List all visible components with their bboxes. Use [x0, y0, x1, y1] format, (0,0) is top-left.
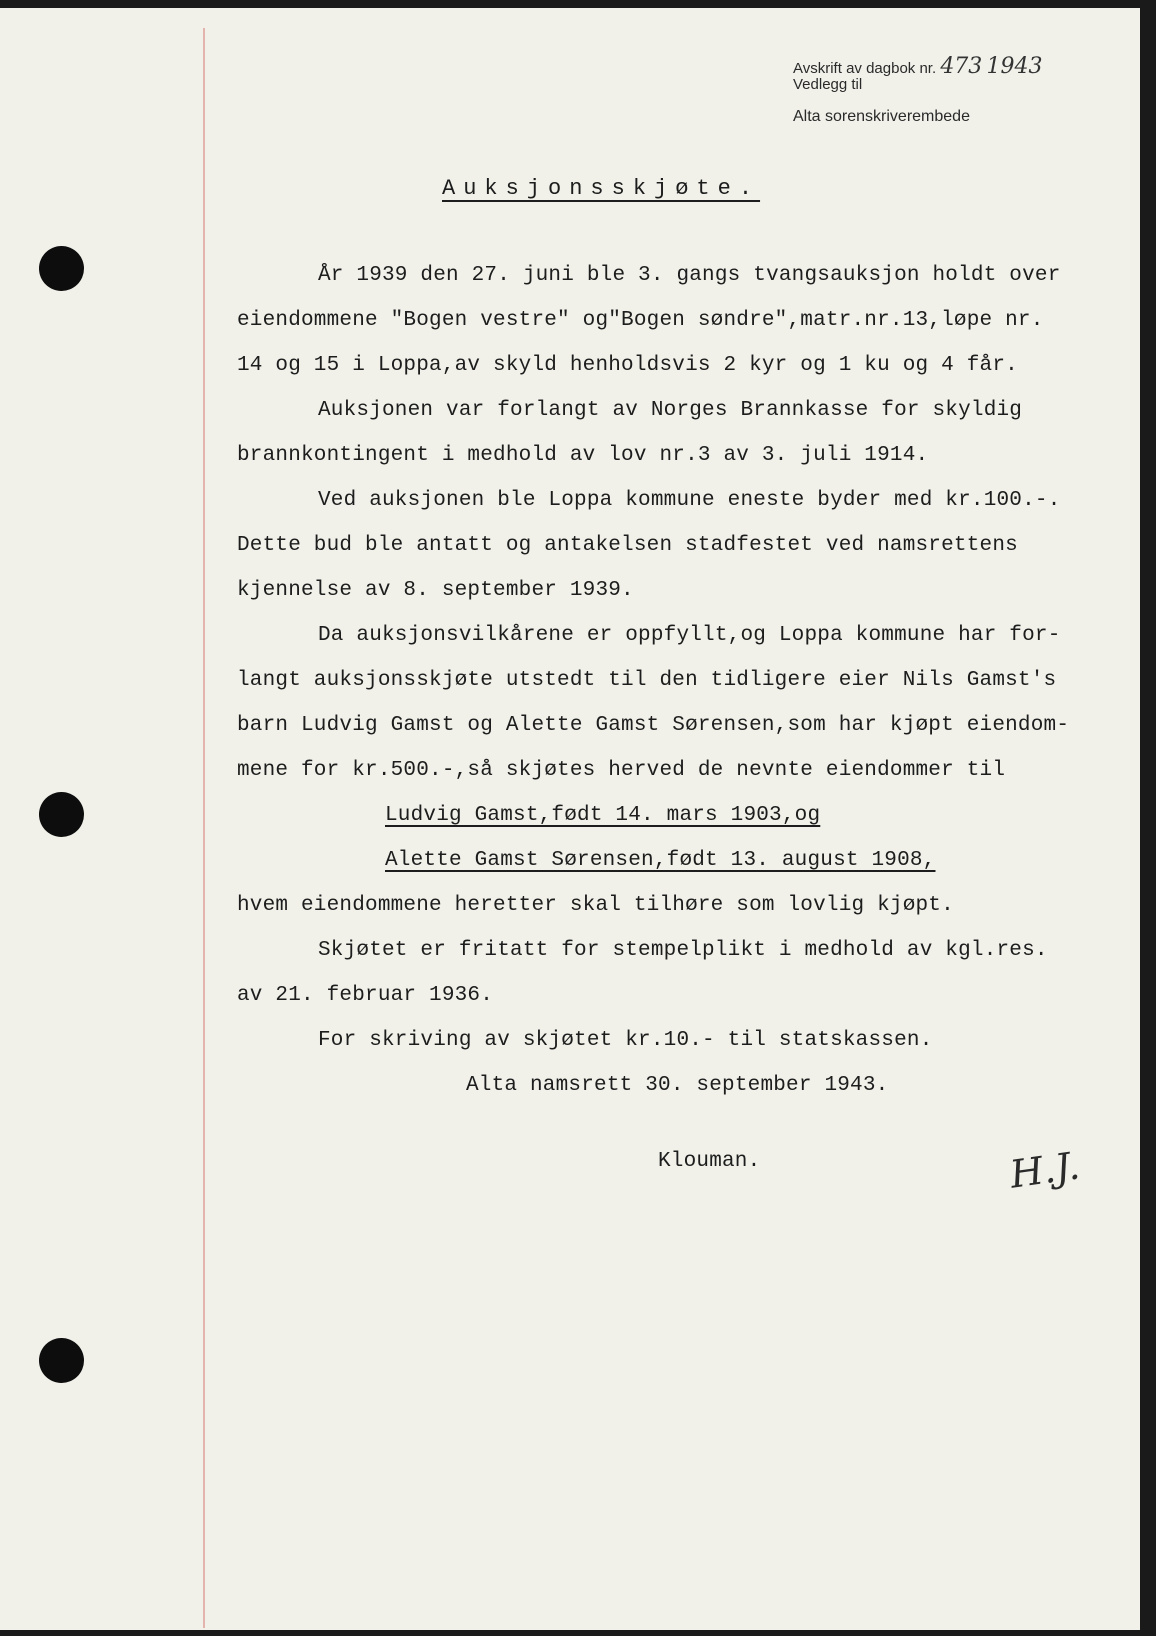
document-title: Auksjonsskjøte. [442, 176, 761, 201]
buyer-line: Alette Gamst Sørensen,født 13. august 1908, [385, 849, 936, 872]
stamp-office: Alta sorenskriverembede [793, 108, 970, 125]
text-line: Dette bud ble antatt og antakelsen stadfestet ved namsrettens [237, 534, 1018, 557]
handwritten-initials: H.J. [1007, 1143, 1083, 1197]
text-line: barn Ludvig Gamst og Alette Gamst Sørensen,som har kjøpt eiendom- [237, 714, 1070, 737]
place-date-line: Alta namsrett 30. september 1943. [466, 1074, 889, 1097]
signatory-name: Klouman. [658, 1150, 761, 1173]
punch-hole [39, 246, 84, 291]
punch-hole [39, 792, 84, 837]
stamp-dagbok-number: 473 [940, 54, 983, 79]
text-line: Ved auksjonen ble Loppa kommune eneste byder med kr.100.-. [318, 489, 1061, 512]
text-line: mene for kr.500.-,så skjøtes herved de nevnte eiendommer til [237, 759, 1006, 782]
punch-hole [39, 1338, 84, 1383]
text-line: av 21. februar 1936. [237, 984, 494, 1007]
text-line: Auksjonen var forlangt av Norges Brannkasse for skyldig [318, 399, 1023, 422]
text-line: 14 og 15 i Loppa,av skyld henholdsvis 2 kyr og 1 ku og 4 får. [237, 354, 1018, 377]
text-line: År 1939 den 27. juni ble 3. gangs tvangsauksjon holdt over [318, 264, 1061, 287]
text-line: hvem eiendommene heretter skal tilhøre som lovlig kjøpt. [237, 894, 954, 917]
stamp-vedlegg: Vedlegg til [793, 76, 863, 93]
text-line: brannkontingent i medhold av lov nr.3 av 3. juli 1914. [237, 444, 929, 467]
document-page [0, 8, 1140, 1630]
text-line: kjennelse av 8. september 1939. [237, 579, 634, 602]
text-line: langt auksjonsskjøte utstedt til den tidligere eier Nils Gamst's [237, 669, 1057, 692]
text-line: eiendommene "Bogen vestre" og"Bogen søndre",matr.nr.13,løpe nr. [237, 309, 1044, 332]
stamp-year: 1943 [986, 54, 1043, 79]
margin-rule [203, 28, 205, 1628]
text-line: Skjøtet er fritatt for stempelplikt i medhold av kgl.res. [318, 939, 1048, 962]
text-line: For skriving av skjøtet kr.10.- til statskassen. [318, 1029, 933, 1052]
stamp-avskrift: Avskrift av [793, 60, 862, 77]
stamp-dagbok-label: dagbok nr. [866, 60, 937, 77]
text-line: Da auksjonsvilkårene er oppfyllt,og Loppa kommune har for- [318, 624, 1061, 647]
buyer-line: Ludvig Gamst,født 14. mars 1903,og [385, 804, 821, 827]
